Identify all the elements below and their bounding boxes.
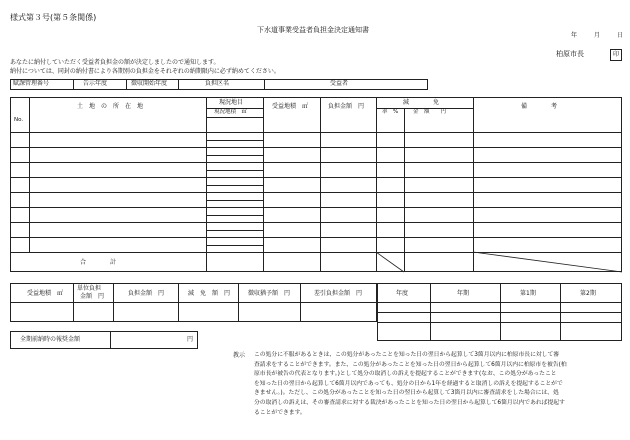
header-beneficiary-area: 受益地積 ㎡ xyxy=(272,103,309,110)
notes-line: 分の取消しの訴えは、その審査請求に対する裁決があったことを知った日の翌日から起算して6箇月以内であれば提起す xyxy=(254,399,565,406)
total-label: 合 計 xyxy=(80,259,117,266)
net-amount-highlight xyxy=(300,283,377,322)
notes-block xyxy=(254,351,624,418)
header-status: 現況地目 xyxy=(219,99,244,106)
notes-line: ることができます。 xyxy=(254,409,306,416)
summary-header-net: 差引負担金額 円 xyxy=(314,290,363,297)
notes-line: 査請求をすることができます。また、この処分があったことを知った日の翌日から起算して6箇月以内に柏原市を被告(柏 xyxy=(254,361,567,368)
seal-stamp: 印 xyxy=(610,49,622,61)
info-header-beneficiary: 受益者 xyxy=(330,80,349,87)
form-label: 様式第３号(第５条関係) xyxy=(10,13,97,22)
notes-line: 原市長が被告の代表となります。)として処分の取消しの訴えを提起することができます(なお、この処分があったこと xyxy=(254,371,557,378)
date-year: 年 xyxy=(571,32,578,39)
info-header-district: 負担区名 xyxy=(205,80,230,87)
notes-line: きません。)。ただし、この処分があったことを知った日の翌日から起算して3箇月以内に審査請求をした場合には、処 xyxy=(254,390,559,397)
lump-sum-unit: 円 xyxy=(187,336,194,343)
header-rate: 率 % xyxy=(382,109,399,115)
document-title: 下水道事業受益者負担金決定通知書 xyxy=(257,26,369,34)
installment-header-first: 第1期 xyxy=(520,290,536,297)
date-month: 月 xyxy=(594,32,601,39)
info-header-notice-year: 告示年度 xyxy=(83,80,108,87)
summary-header-deferred: 徴収猶予額 円 xyxy=(248,290,291,297)
summary-header-reduction: 減 免 額 円 xyxy=(188,290,231,297)
header-no: No. xyxy=(14,117,24,123)
summary-header-area: 受益地積 ㎡ xyxy=(27,290,64,297)
header-reduction: 減 免 xyxy=(403,99,440,106)
installment-header-second: 第2期 xyxy=(580,290,596,297)
info-header-start-year: 徴収開始年度 xyxy=(131,80,168,87)
notes-line: この処分に不服があるときは、この処分があったことを知った日の翌日から起算して3箇月以内に柏原市長に対して審 xyxy=(254,352,560,358)
intro-line-2: 納付については、同封の納付書により各期別の負担金をそれぞれの納期限内に必ず納めてください。 xyxy=(10,68,280,75)
summary-header-amount: 負担金額 円 xyxy=(128,290,165,297)
header-status-area: 現況地積 ㎡ xyxy=(214,109,248,115)
header-remarks: 備 考 xyxy=(521,103,558,110)
issuer-name: 柏原市長 xyxy=(556,50,584,58)
header-reduction-amount: 金 額 円 xyxy=(413,109,447,115)
intro-line-1: あなたに納付していただく受益者負担金の額が決定しましたので通知します。 xyxy=(10,59,220,66)
installment-header-period: 年期 xyxy=(457,290,470,297)
date-day: 日 xyxy=(617,32,624,39)
lump-sum-label: 全期前納時の報奨金額 xyxy=(20,336,81,343)
installment-header-year: 年度 xyxy=(396,290,409,297)
notes-line: を知った日の翌日から起算して6箇月以内であっても、処分の日から1年を経過すると取消しの訴えを提起することがで xyxy=(254,380,563,387)
header-amount: 負担金額 円 xyxy=(328,103,365,110)
summary-header-unit-1: 単位負担 xyxy=(77,285,102,292)
info-header-management-no: 賦課管理番号 xyxy=(13,80,50,87)
header-location: 土 地 の 所 在 地 xyxy=(77,103,144,110)
notes-label: 教示 xyxy=(233,352,246,359)
summary-header-unit-2: 金額 円 xyxy=(80,293,105,300)
